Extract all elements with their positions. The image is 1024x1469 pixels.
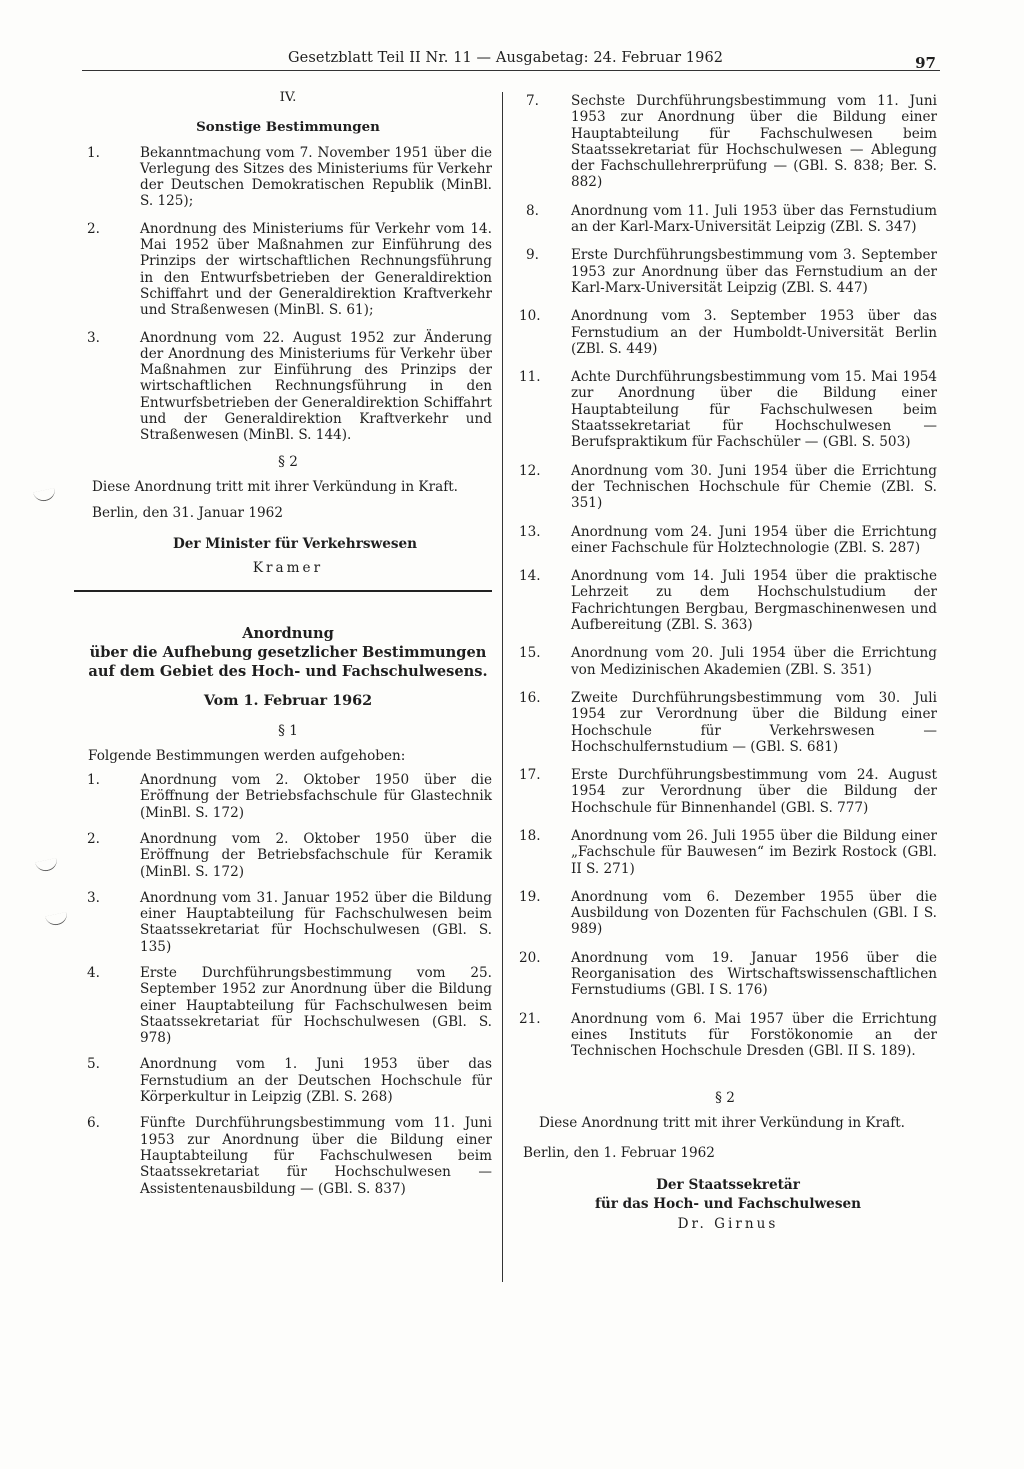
paragraph-heading: § 2 — [278, 453, 298, 470]
list-item — [513, 203, 937, 236]
title-line: auf dem Gebiet des Hoch- und Fachschulwesens. — [88, 663, 488, 681]
item-number: 2. — [87, 220, 100, 237]
section-title: Sonstige Bestimmungen — [196, 119, 380, 136]
signer-title: Der Staatssekretär — [656, 1177, 800, 1194]
document-date: Vom 1. Februar 1962 — [203, 692, 373, 710]
item-text: Anordnung vom 24. Juni 1954 über die Errichtung einer Fachschule für Holztechnologie (ZBl. S. 287) — [571, 523, 937, 556]
list-item — [84, 890, 492, 955]
list-item — [513, 247, 937, 296]
item-text: Sechste Durchführungsbestimmung vom 11. Juni 1953 zur Anordnung über die Bildung einer Hauptabteilung für Fachschulwesen beim Staatssekretariat für Hochschulwesen — Ablegung der Fachschullehrerprüfung — (GBl. S. 838; Ber. S. 882) — [571, 93, 937, 191]
list-item — [513, 308, 937, 357]
signer-name: Kramer — [252, 559, 324, 576]
list-item — [513, 369, 937, 450]
list-item — [513, 645, 937, 678]
item-text: Anordnung vom 6. Mai 1957 über die Errichtung eines Instituts für Forstökonomie an der Technischen Hochschule Dresden (GBl. II S. 189). — [571, 1010, 937, 1060]
item-number: 1. — [87, 144, 100, 161]
place-date: Berlin, den 1. Februar 1962 — [523, 1145, 715, 1162]
page-number: 97 — [915, 54, 936, 72]
item-text: Anordnung vom 19. Januar 1956 über die Reorganisation des Wirtschaftswissenschaftlichen Fernstudiums (GBl. I S. 176) — [571, 949, 937, 999]
intro-text: Folgende Bestimmungen werden aufgehoben: — [88, 747, 406, 764]
item-text: Anordnung vom 1. Juni 1953 über das Fernstudium an der Deutschen Hochschule für Körperkultur in Leipzig (ZBl. S. 268) — [140, 1056, 492, 1106]
item-number: 3. — [87, 889, 100, 906]
paragraph-heading: § 1 — [278, 723, 298, 740]
item-text: Anordnung vom 14. Juli 1954 über die praktische Lehrzeit zu dem Hochschulstudium der Fachrichtungen Bergbau, Bergmaschinenwesen und Aufbereitung (ZBl. S. 363) — [571, 568, 937, 634]
item-text: Anordnung vom 2. Oktober 1950 über die Eröffnung der Betriebsfachschule für Glastechnik (MinBl. S. 172) — [140, 772, 492, 821]
item-text: Fünfte Durchführungsbestimmung vom 11. Juni 1953 zur Anordnung über die Bildung einer Hauptabteilung für Fachschulwesen beim Staatssekretariat für Hochschulwesen — Assistentenausbildung — (GBl. S. 837) — [140, 1115, 492, 1197]
item-text: Erste Durchführungsbestimmung vom 3. September 1953 zur Anordnung über das Fernstudium an der Karl-Marx-Universität Leipzig (ZBl. S. 447) — [571, 247, 937, 296]
list-item — [513, 524, 937, 557]
list-item — [84, 1115, 492, 1196]
section-separator — [74, 590, 492, 592]
list-item — [513, 889, 937, 938]
item-text: Anordnung vom 11. Juli 1953 über das Fernstudium an der Karl-Marx-Universität Leipzig (ZBl. S. 347) — [571, 202, 937, 236]
item-number: 18. — [519, 827, 541, 844]
item-text: Anordnung vom 2. Oktober 1950 über die Eröffnung der Betriebsfachschule für Keramik (MinBl. S. 172) — [140, 830, 492, 880]
item-text: Anordnung vom 26. Juli 1955 über die Bildung einer „Fachschule für Bauwesen“ im Bezirk Rostock (GBl. II S. 271) — [571, 827, 937, 877]
item-number: 4. — [87, 964, 100, 981]
item-number: 19. — [519, 888, 541, 905]
item-number: 2. — [87, 830, 100, 847]
document-title — [84, 624, 492, 681]
pencil-mark — [35, 858, 59, 873]
item-number: 12. — [519, 462, 541, 479]
header-title: Gesetzblatt Teil II Nr. 11 — Ausgabetag: 24. Februar 1962 — [288, 50, 724, 66]
pencil-mark — [33, 488, 57, 503]
item-text: Achte Durchführungsbestimmung vom 15. Mai 1954 zur Anordnung über die Bildung einer Hauptabteilung für Fachschulwesen beim Staatssekretariat für Hochschulwesen — Berufspraktikum für Fachschüler — (GBl. S. 503) — [571, 369, 937, 451]
paragraph-text: Diese Anordnung tritt mit ihrer Verkündung in Kraft. — [539, 1114, 906, 1131]
left-column — [84, 90, 492, 1204]
item-number: 15. — [519, 645, 541, 662]
pencil-mark — [45, 912, 69, 927]
list-item — [84, 145, 492, 210]
list-item — [513, 767, 937, 816]
item-number: 13. — [519, 523, 541, 540]
item-text: Anordnung vom 22. August 1952 zur Änderung der Anordnung des Ministeriums für Verkehr über Maßnahmen zur Einführung des Prinzips der wirtschaftlichen Rechnungsführung in den Entwurfsbetrieben der Generaldirektion Schiffahrt und der Generaldirektion Kraftverkehr und Straßenwesen (MinBl. S. 144). — [140, 329, 492, 444]
item-text: Anordnung vom 20. Juli 1954 über die Errichtung von Medizinischen Akademien (ZBl. S. 351) — [571, 645, 937, 678]
list-item — [84, 831, 492, 880]
item-number: 9. — [526, 247, 539, 264]
list-item — [84, 221, 492, 319]
item-number: 6. — [87, 1115, 100, 1132]
item-number: 7. — [526, 93, 539, 109]
list-item — [513, 1011, 937, 1060]
list-item — [84, 965, 492, 1046]
signer-name: Dr. Girnus — [677, 1216, 779, 1233]
title-line: über die Aufhebung gesetzlicher Bestimmungen — [89, 644, 487, 662]
item-number: 1. — [87, 772, 100, 789]
list-item — [84, 772, 492, 821]
item-text: Erste Durchführungsbestimmung vom 25. September 1952 zur Anordnung über die Bildung einer Hauptabteilung für Fachschulwesen beim Staatssekretariat für Hochschulwesen (GBl. S. 978) — [140, 964, 492, 1047]
list-item — [513, 950, 937, 999]
item-number: 20. — [519, 949, 541, 966]
right-column — [513, 93, 937, 1232]
list-item — [513, 690, 937, 755]
section-numeral: IV. — [279, 90, 297, 105]
title-line: Anordnung — [242, 625, 334, 643]
item-text: Zweite Durchführungsbestimmung vom 30. Juli 1954 zur Verordnung über die Bildung einer Hochschule für Verkehrswesen — Hochschulfernstudium — (GBl. S. 681) — [571, 689, 937, 755]
paragraph-heading: § 2 — [715, 1089, 735, 1106]
item-text: Bekanntmachung vom 7. November 1951 über die Verlegung des Sitzes des Ministeriums für Verkehr der Deutschen Demokratischen Republik (MinBl. S. 125); — [140, 144, 492, 210]
list-item — [513, 463, 937, 512]
item-text: Anordnung vom 6. Dezember 1955 über die Ausbildung von Dozenten für Fachschulen (GBl. I S. 989) — [571, 888, 937, 938]
list-item — [84, 1056, 492, 1105]
item-number: 11. — [519, 369, 541, 386]
list-item — [513, 568, 937, 633]
list-item — [513, 828, 937, 877]
list-item — [513, 93, 937, 191]
item-number: 14. — [519, 568, 541, 585]
item-number: 3. — [87, 329, 100, 346]
item-text: Erste Durchführungsbestimmung vom 24. August 1954 zur Verordnung über die Bildung der Hochschule für Binnenhandel (GBl. S. 777) — [571, 767, 937, 816]
item-number: 5. — [87, 1056, 100, 1073]
item-number: 21. — [519, 1010, 541, 1027]
page-header — [82, 50, 940, 70]
list-item — [84, 330, 492, 444]
item-text: Anordnung vom 31. Januar 1952 über die Bildung einer Hauptabteilung für Fachschulwesen beim Staatssekretariat für Hochschulwesen (GBl. S. 135) — [140, 889, 492, 955]
item-text: Anordnung vom 30. Juni 1954 über die Errichtung der Technischen Hochschule für Chemie (ZBl. S. 351) — [571, 462, 937, 512]
item-text: Anordnung vom 3. September 1953 über das Fernstudium an der Humboldt-Universität Berlin (ZBl. S. 449) — [571, 308, 937, 357]
paragraph-text: Diese Anordnung tritt mit ihrer Verkündung in Kraft. — [92, 478, 459, 495]
item-number: 16. — [519, 689, 541, 706]
item-text: Anordnung des Ministeriums für Verkehr vom 14. Mai 1952 über Maßnahmen zur Einführung des Prinzips der wirtschaftlichen Rechnungsführung in den Entwurfsbetrieben der Generaldirektion Schiffahrt und der Generaldirektion Kraftverkehr und Straßenwesen (MinBl. S. 61); — [140, 220, 492, 319]
item-number: 10. — [519, 308, 541, 325]
column-divider — [502, 92, 503, 1282]
place-date: Berlin, den 31. Januar 1962 — [92, 505, 283, 522]
item-number: 17. — [519, 767, 541, 784]
signer-title: für das Hoch- und Fachschulwesen — [594, 1195, 862, 1212]
signer-title: Der Minister für Verkehrswesen — [172, 535, 418, 552]
header-rule — [82, 70, 940, 71]
item-number: 8. — [526, 202, 539, 219]
